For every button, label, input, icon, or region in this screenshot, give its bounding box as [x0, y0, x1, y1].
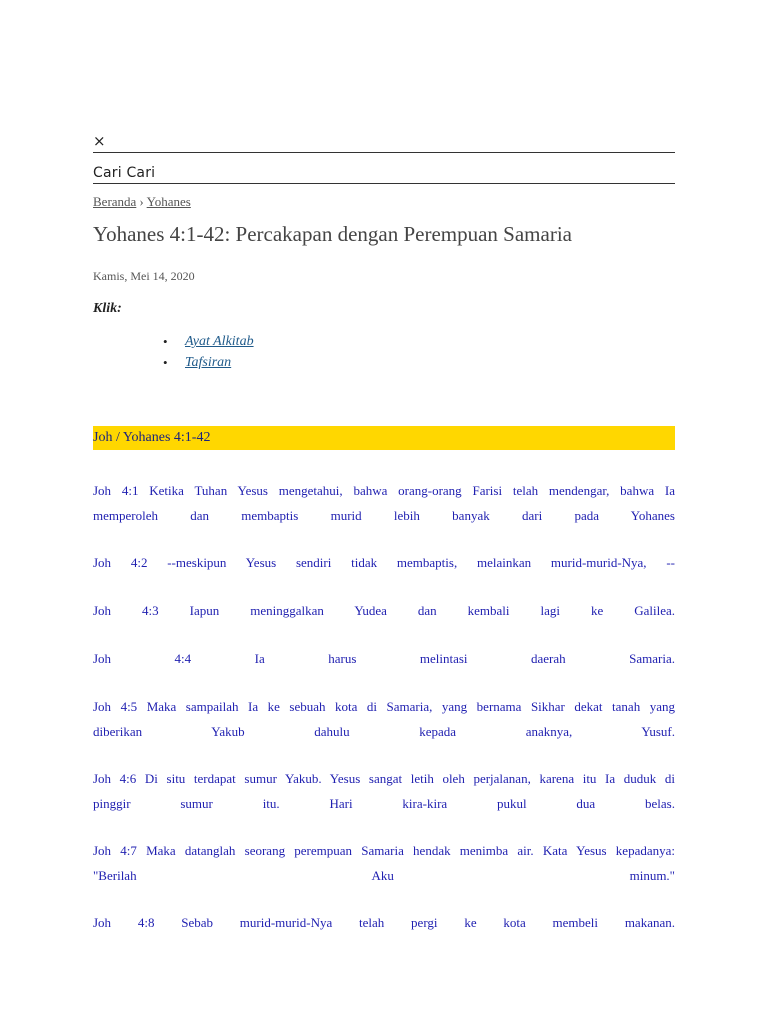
section-header	[93, 426, 675, 450]
breadcrumb-home-link[interactable]: Beranda	[93, 194, 137, 209]
klik-label: Klik:	[93, 301, 122, 316]
verse-line: pinggir sumur itu. Hari kira-kira pukul dua belas.	[93, 796, 675, 811]
search-bar[interactable]	[93, 163, 675, 184]
verse-line: "Berilah Aku minum."	[93, 868, 675, 883]
verse-line: diberikan Yakub dahulu kepada anaknya, Yusuf.	[93, 724, 675, 739]
verse-6	[93, 766, 675, 816]
verse-5	[93, 694, 675, 744]
verse-7	[93, 838, 675, 888]
verse-line: Joh 4:1 Ketika Tuhan Yesus mengetahui, bahwa orang-orang Farisi telah mendengar, bahwa Ia	[93, 483, 675, 498]
close-icon[interactable]: ×	[93, 132, 106, 150]
link-ayat-alkitab[interactable]: Ayat Alkitab	[185, 334, 254, 349]
verse-line: Joh 4:8 Sebab murid-murid-Nya telah pergi ke kota membeli makanan.	[93, 915, 675, 930]
verse-line: Joh 4:2 --meskipun Yesus sendiri tidak membaptis, melainkan murid-murid-Nya, --	[93, 555, 675, 570]
verse-line: memperoleh dan membaptis murid lebih banyak dari pada Yohanes	[93, 508, 675, 523]
verse-line: Joh 4:5 Maka sampailah Ia ke sebuah kota di Samaria, yang bernama Sikhar dekat tanah yang	[93, 699, 675, 714]
verse-8	[93, 910, 675, 935]
post-date: Kamis, Mei 14, 2020	[93, 269, 195, 283]
list-item	[163, 331, 254, 352]
link-tafsiran[interactable]: Tafsiran	[185, 355, 232, 370]
list-item	[163, 352, 254, 373]
verse-line: Joh 4:4 Ia harus melintasi daerah Samaria.	[93, 651, 675, 666]
page-title: Yohanes 4:1-42: Percakapan dengan Perempuan Samaria	[93, 222, 572, 246]
breadcrumb	[93, 194, 191, 210]
verse-1	[93, 478, 675, 528]
link-list	[163, 331, 254, 373]
section-label: Joh / Yohanes 4:1-42	[93, 430, 211, 445]
verse-line: Joh 4:6 Di situ terdapat sumur Yakub. Yesus sangat letih oleh perjalanan, karena itu Ia duduk di	[93, 771, 675, 786]
verse-3	[93, 598, 675, 623]
verse-line: Joh 4:3 Iapun meninggalkan Yudea dan kembali lagi ke Galilea.	[93, 603, 675, 618]
verse-4	[93, 646, 675, 671]
close-bar	[93, 134, 675, 153]
breadcrumb-current-link[interactable]: Yohanes	[146, 194, 191, 209]
search-label[interactable]: Cari Cari	[93, 165, 156, 181]
verse-2	[93, 550, 675, 575]
breadcrumb-separator: ›	[139, 194, 144, 209]
verse-line: Joh 4:7 Maka datanglah seorang perempuan Samaria hendak menimba air. Kata Yesus kepadanya:	[93, 843, 675, 858]
